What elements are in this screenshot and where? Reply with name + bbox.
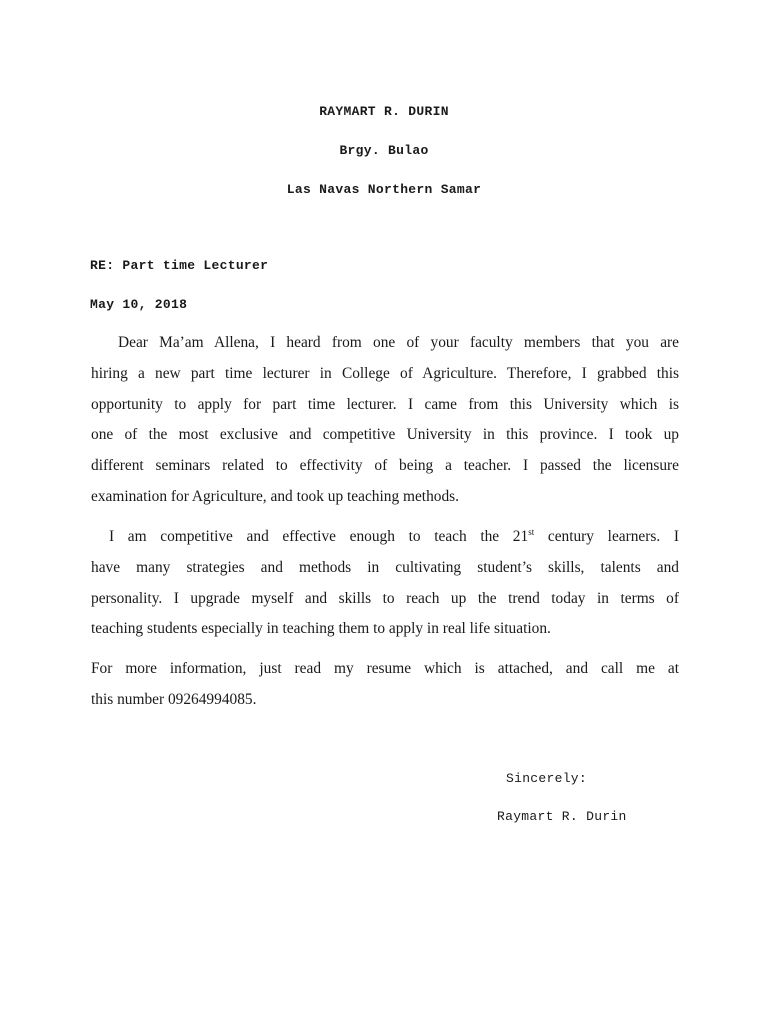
paragraph-line: have many strategies and methods in cultivating student’s skills, talents and [91, 558, 679, 576]
paragraph-line: teaching students especially in teaching them to apply in real life situation. [91, 620, 551, 638]
paragraph-line: different seminars related to effectivity of being a teacher. I passed the licensure [91, 457, 679, 475]
paragraph-intro [91, 328, 679, 513]
paragraph-line [91, 522, 679, 553]
paragraph-line: this number 09264994085. [91, 690, 257, 708]
paragraph-line: opportunity to apply for part time lecturer. I came from this University which is [91, 395, 679, 413]
sender-name: RAYMART R. DURIN [319, 104, 449, 119]
paragraph-qualifications [91, 522, 679, 645]
paragraph-line: examination for Agriculture, and took up teaching methods. [91, 487, 459, 505]
paragraph-text: I am competitive and effective enough to teach the 21 [109, 528, 529, 545]
letter-date: May 10, 2018 [90, 297, 188, 312]
ordinal-suffix: st [528, 526, 535, 537]
paragraph-contact [91, 654, 679, 716]
paragraph-line: personality. I upgrade myself and skills to reach up the trend today in terms of [91, 589, 679, 607]
paragraph-line: one of the most exclusive and competitive University in this province. I took up [91, 426, 679, 444]
signature-name: Raymart R. Durin [497, 809, 627, 824]
sender-town: Las Navas Northern Samar [286, 182, 482, 197]
paragraph-line: For more information, just read my resume which is attached, and call me at [91, 660, 679, 677]
paragraph-line: hiring a new part time lecturer in College of Agriculture. Therefore, I grabbed this [91, 364, 679, 382]
subject-line: RE: Part time Lecturer [90, 258, 269, 273]
valediction: Sincerely: [506, 771, 588, 786]
paragraph-text: century learners. I [534, 528, 679, 545]
paragraph-line: Dear Ma’am Allena, I heard from one of your faculty members that you are [118, 334, 679, 351]
sender-barangay: Brgy. Bulao [339, 143, 429, 158]
